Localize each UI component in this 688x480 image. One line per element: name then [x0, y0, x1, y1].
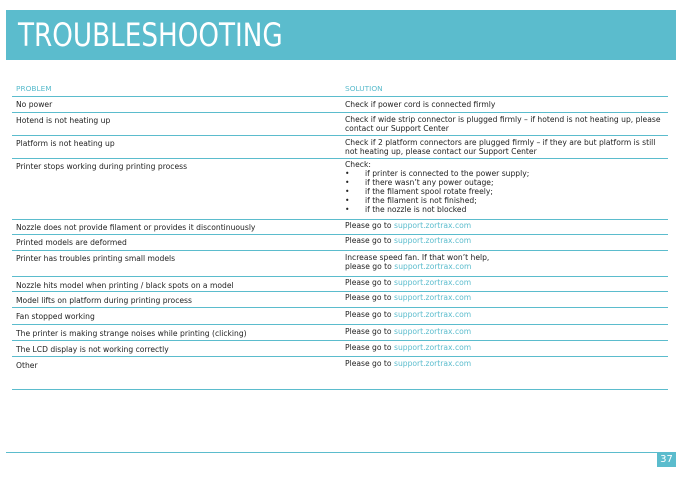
table-header-row [12, 84, 668, 97]
problem-cell: The LCD display is not working correctly [16, 345, 169, 354]
table-row [12, 325, 668, 341]
table-row [12, 357, 668, 390]
solution-cell [345, 310, 665, 319]
column-header-problem: PROBLEM [16, 84, 52, 93]
list-item: • if printer is connected to the power supply; [345, 169, 665, 178]
support-link[interactable]: support.zortrax.com [393, 236, 472, 245]
support-link[interactable]: support.zortrax.com [393, 278, 472, 287]
problem-cell: Nozzle hits model when printing / black spots on a model [16, 281, 234, 290]
table-row [12, 251, 668, 277]
solution-text: Please go to [345, 278, 392, 287]
solution-text: please go to [345, 262, 392, 271]
problem-cell: No power [16, 100, 53, 109]
solution-text: Please go to [345, 343, 392, 352]
support-link[interactable]: support.zortrax.com [393, 343, 472, 352]
solution-cell: Check if 2 platform connectors are plugged firmly – if they are but platform is still not heating up, please contact our Support Center [345, 138, 656, 156]
problem-cell: The printer is making strange noises while printing (clicking) [16, 329, 247, 338]
problem-cell: Printer stops working during printing process [16, 162, 188, 171]
table-row [12, 113, 668, 136]
problem-cell: Other [16, 361, 38, 370]
support-link[interactable]: support.zortrax.com [394, 262, 472, 271]
solution-cell [345, 236, 665, 245]
table-row [12, 97, 668, 113]
support-link[interactable]: support.zortrax.com [393, 293, 472, 302]
problem-cell: Fan stopped working [16, 312, 95, 321]
list-item: • if the filament is not finished; [345, 196, 665, 205]
solution-text: Please go to [345, 359, 392, 368]
check-list [345, 169, 665, 214]
header-banner [6, 10, 676, 60]
solution-text: Please go to [345, 310, 392, 319]
support-link[interactable]: support.zortrax.com [393, 359, 472, 368]
table-row [12, 220, 668, 235]
footer-divider [6, 452, 658, 453]
problem-cell: Nozzle does not provide filament or provides it discontinuously [16, 223, 256, 232]
solution-cell [345, 293, 665, 302]
table-row [12, 341, 668, 357]
table-row [12, 235, 668, 251]
problem-cell: Hotend is not heating up [16, 116, 111, 125]
problem-cell: Model lifts on platform during printing process [16, 296, 192, 305]
column-header-solution: SOLUTION [345, 84, 383, 93]
page-title: TROUBLESHOOTING [18, 16, 283, 54]
list-item: • if there wasn’t any power outage; [345, 178, 665, 187]
list-item: • if the nozzle is not blocked [345, 205, 665, 214]
solution-cell [345, 343, 665, 352]
support-link[interactable]: support.zortrax.com [393, 310, 472, 319]
solution-cell [345, 253, 665, 271]
solution-cell [345, 359, 665, 368]
support-link[interactable]: support.zortrax.com [393, 327, 472, 336]
problem-cell: Printer has troubles printing small models [16, 254, 176, 263]
problem-cell: Platform is not heating up [16, 139, 115, 148]
solution-cell: Check if power cord is connected firmly [345, 100, 496, 109]
support-link[interactable]: support.zortrax.com [393, 221, 472, 230]
problem-cell: Printed models are deformed [16, 238, 127, 247]
page-number: 37 [657, 452, 676, 467]
solution-cell [345, 327, 665, 336]
list-item: • if the filament spool rotate freely; [345, 187, 665, 196]
solution-text: Please go to [345, 221, 392, 230]
table-row [12, 136, 668, 159]
solution-text: Please go to [345, 293, 392, 302]
solution-text: Please go to [345, 236, 392, 245]
troubleshooting-table [12, 84, 668, 390]
solution-cell [345, 160, 665, 214]
table-row [12, 277, 668, 292]
table-row [12, 159, 668, 220]
solution-text: Please go to [345, 327, 392, 336]
solution-cell: Check if wide strip connector is plugged firmly – if hotend is not heating up, please contact our Support Center [345, 115, 661, 133]
solution-cell [345, 221, 665, 230]
solution-cell [345, 278, 665, 287]
table-row [12, 308, 668, 325]
solution-line: Increase speed fan. If that won’t help, [345, 253, 490, 262]
table-row [12, 292, 668, 308]
solution-intro: Check: [345, 160, 371, 169]
